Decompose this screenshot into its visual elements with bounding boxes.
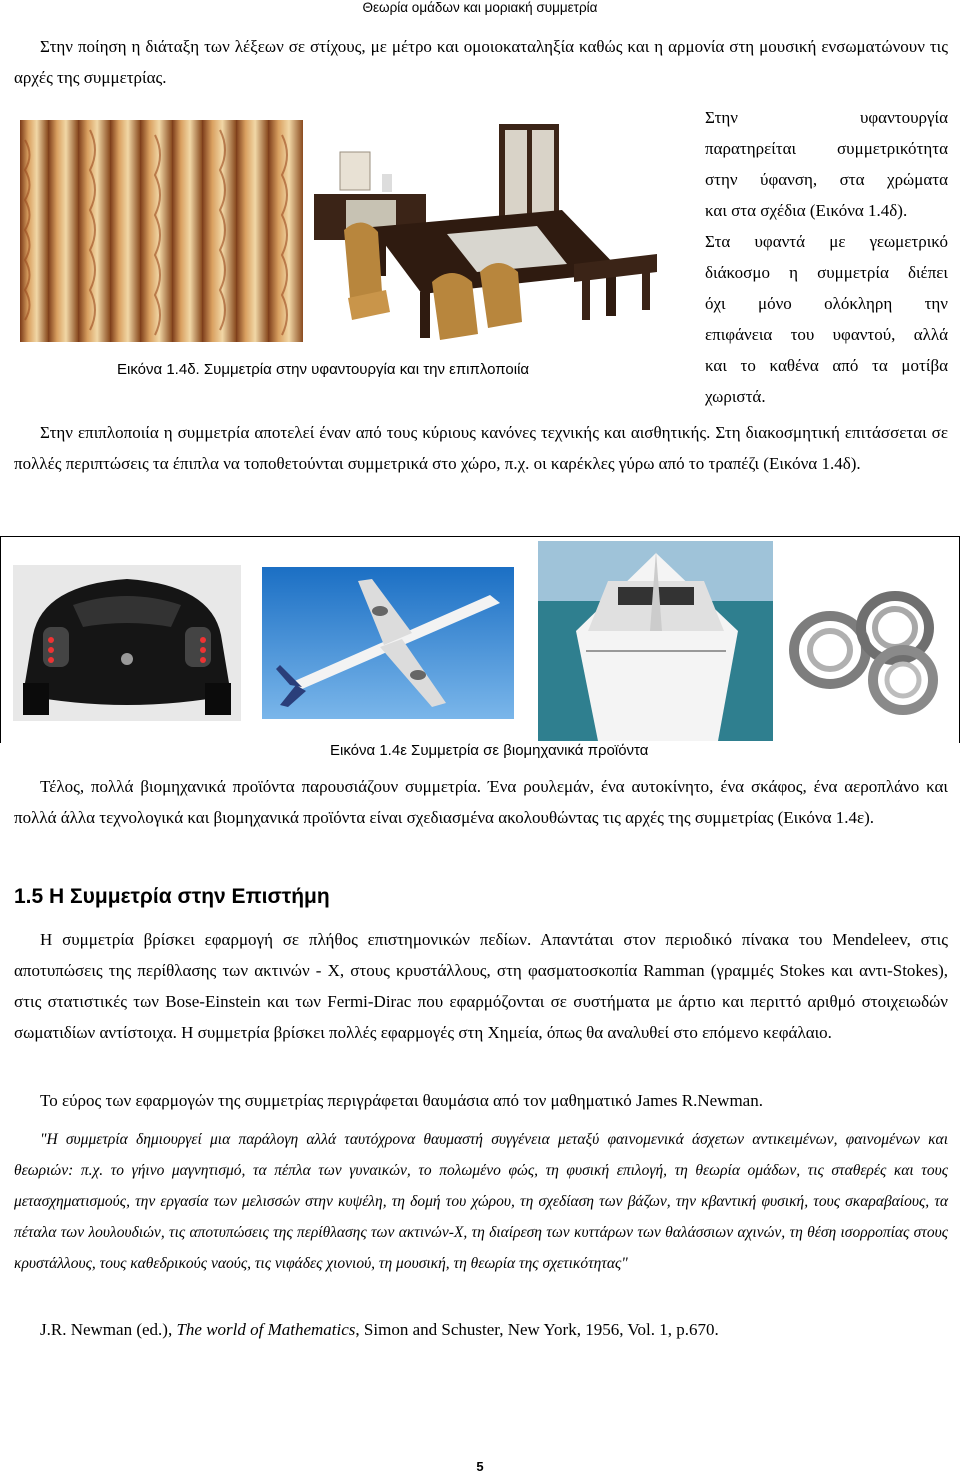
running-header: Θεωρία ομάδων και μοριακή συμμετρία: [362, 0, 598, 15]
citation-author: J.R. Newman (ed.),: [40, 1320, 177, 1339]
intro-paragraph: Στην ποίηση η διάταξη των λέξεων σε στίχους, με μέτρο και ομοιοκαταληξία καθώς και η αρμονία στη μουσική ενσωματώνουν τις αρχές της συμμετρίας.: [14, 37, 948, 87]
airplane-drawing: [262, 567, 514, 719]
textiles-image: [20, 120, 303, 342]
section-title: Η Συμμετρία στην Επιστήμη: [49, 885, 330, 908]
industry-paragraph: Τέλος, πολλά βιομηχανικά προϊόντα παρουσιάζουν συμμετρία. Ένα ρουλεμάν, ένα αυτοκίνητο, ένα σκάφος, ένα αεροπλάνο και πολλά άλλα τεχνολογικά και βιομηχανικά προϊόντα είναι σχεδιασμένα ακολουθώντας τις αρχές της συμμετρίας (Εικόνα 1.4ε).: [14, 777, 948, 827]
citation-publisher: , Simon and Schuster, New York, 1956, Vol. 1, p.670.: [355, 1320, 719, 1339]
bearings-drawing: [785, 580, 945, 720]
weaving-line: όχι μόνο ολόκληρη την: [705, 294, 948, 313]
page-number: 5: [476, 1459, 484, 1474]
science-paragraph: Η συμμετρία βρίσκει εφαρμογή σε πλήθος επιστημονικών πεδίων. Απαντάται στον περιοδικό πίνακα του Mendeleev, στις αποτυπώσεις της περίθλασης των ακτινών - X, στους κρυστάλλους, στη φασματοσκοπία Ramman (γραμμές Stokes και αντι-Stokes), στις στατιστικές των Bose-Einstein και των Fermi-Dirac που εφαρμόζονται σε συστήματα με άρτιο και περιττό αριθμό στοιχειωδών σωματιδίων αντίστοιχα. Η συμμετρία βρίσκει πολλές εφαρμογές στη Χημεία, όπως θα αναλυθεί στο επόμενο κεφάλαιο.: [14, 930, 948, 1042]
furniture-paragraph: Στην επιπλοποιία η συμμετρία αποτελεί έναν από τους κύριους κανόνες τεχνικής και αισθητικής. Στη διακοσμητική επιτάσσεται σε πολλές περιπτώσεις τα έπιπλα να τοποθετούνται συμμετρικά στο χώρο, π.χ. οι καρέκλες γύρω από το τραπέζι (Εικόνα 1.4δ).: [14, 423, 948, 473]
newman-quote: "Η συμμετρία δημιουργεί μια παράλογη αλλά ταυτόχρονα θαυμαστή συγγένεια μεταξύ φαινομενικά άσχετων αντικειμένων, φαινομένων και θεωριών: π.χ. το γήινο μαγνητισμό, τα πέπλα των γυναικών, το πολωμένο φώς, τη φυσική επιλογή, τη θεωρία ομάδων, τις σταθερές και τους μετασχηματισμούς, την εργασία των μελισσών στην κυψέλη, τη δομή του χώρου, τη σχεδίαση των βάζων, την κβαντική φυσική, τους σκαραβαίους, τα πέταλα των λουλουδιών, τις αποτυπώσεις της περίθλασης των ακτινών-Χ, τη διαίρεση των κυττάρων των θαλάσσιων αχινών, τη θέση ισορροπίας στους κρυστάλλους, τους καθεδρικούς ναούς, τις νιφάδες χιονιού, τη μουσική, τη θεωρία της σχετικότητας": [14, 1131, 948, 1272]
bearings-image: [785, 580, 945, 720]
section-number: 1.5: [14, 885, 44, 908]
airplane-image: [262, 567, 514, 719]
section-heading: [14, 885, 330, 909]
figure-e-caption: Εικόνα 1.4ε Συμμετρία σε βιομηχανικά προϊόντα: [330, 742, 649, 759]
citation-book: The world of Mathematics: [176, 1320, 356, 1339]
boat-image: [538, 541, 773, 741]
weaving-line: Στα υφαντά με γεωμετρικό: [705, 232, 948, 251]
weaving-paragraph: [705, 102, 948, 412]
figure-d-caption: Εικόνα 1.4δ. Συμμετρία στην υφαντουργία και την επιπλοποιία: [117, 361, 530, 378]
weaving-line: διάκοσμο η συμμετρία διέπει: [705, 263, 948, 282]
weaving-line: χωριστά.: [705, 387, 766, 406]
weaving-line: και στα σχέδια (Εικόνα 1.4δ).: [705, 201, 908, 220]
car-drawing: [13, 565, 241, 721]
car-image: [13, 565, 241, 721]
textiles-drawing: [20, 120, 303, 342]
furniture-image: [312, 122, 662, 348]
citation: [40, 1314, 948, 1345]
weaving-line: στην ύφανση, στα χρώματα: [705, 170, 948, 189]
furniture-drawing: [312, 122, 662, 348]
weaving-line: παρατηρείται συμμετρικότητα: [705, 139, 948, 158]
weaving-line: Στην υφαντουργία: [705, 108, 948, 127]
weaving-line: επιφάνεια του υφαντού, αλλά: [705, 325, 948, 344]
weaving-line: και το καθένα από τα μοτίβα: [705, 356, 948, 375]
boat-drawing: [538, 541, 773, 741]
newman-intro: Το εύρος των εφαρμογών της συμμετρίας περιγράφεται θαυμάσια από τον μαθηματικό James R.Newman.: [40, 1091, 763, 1110]
